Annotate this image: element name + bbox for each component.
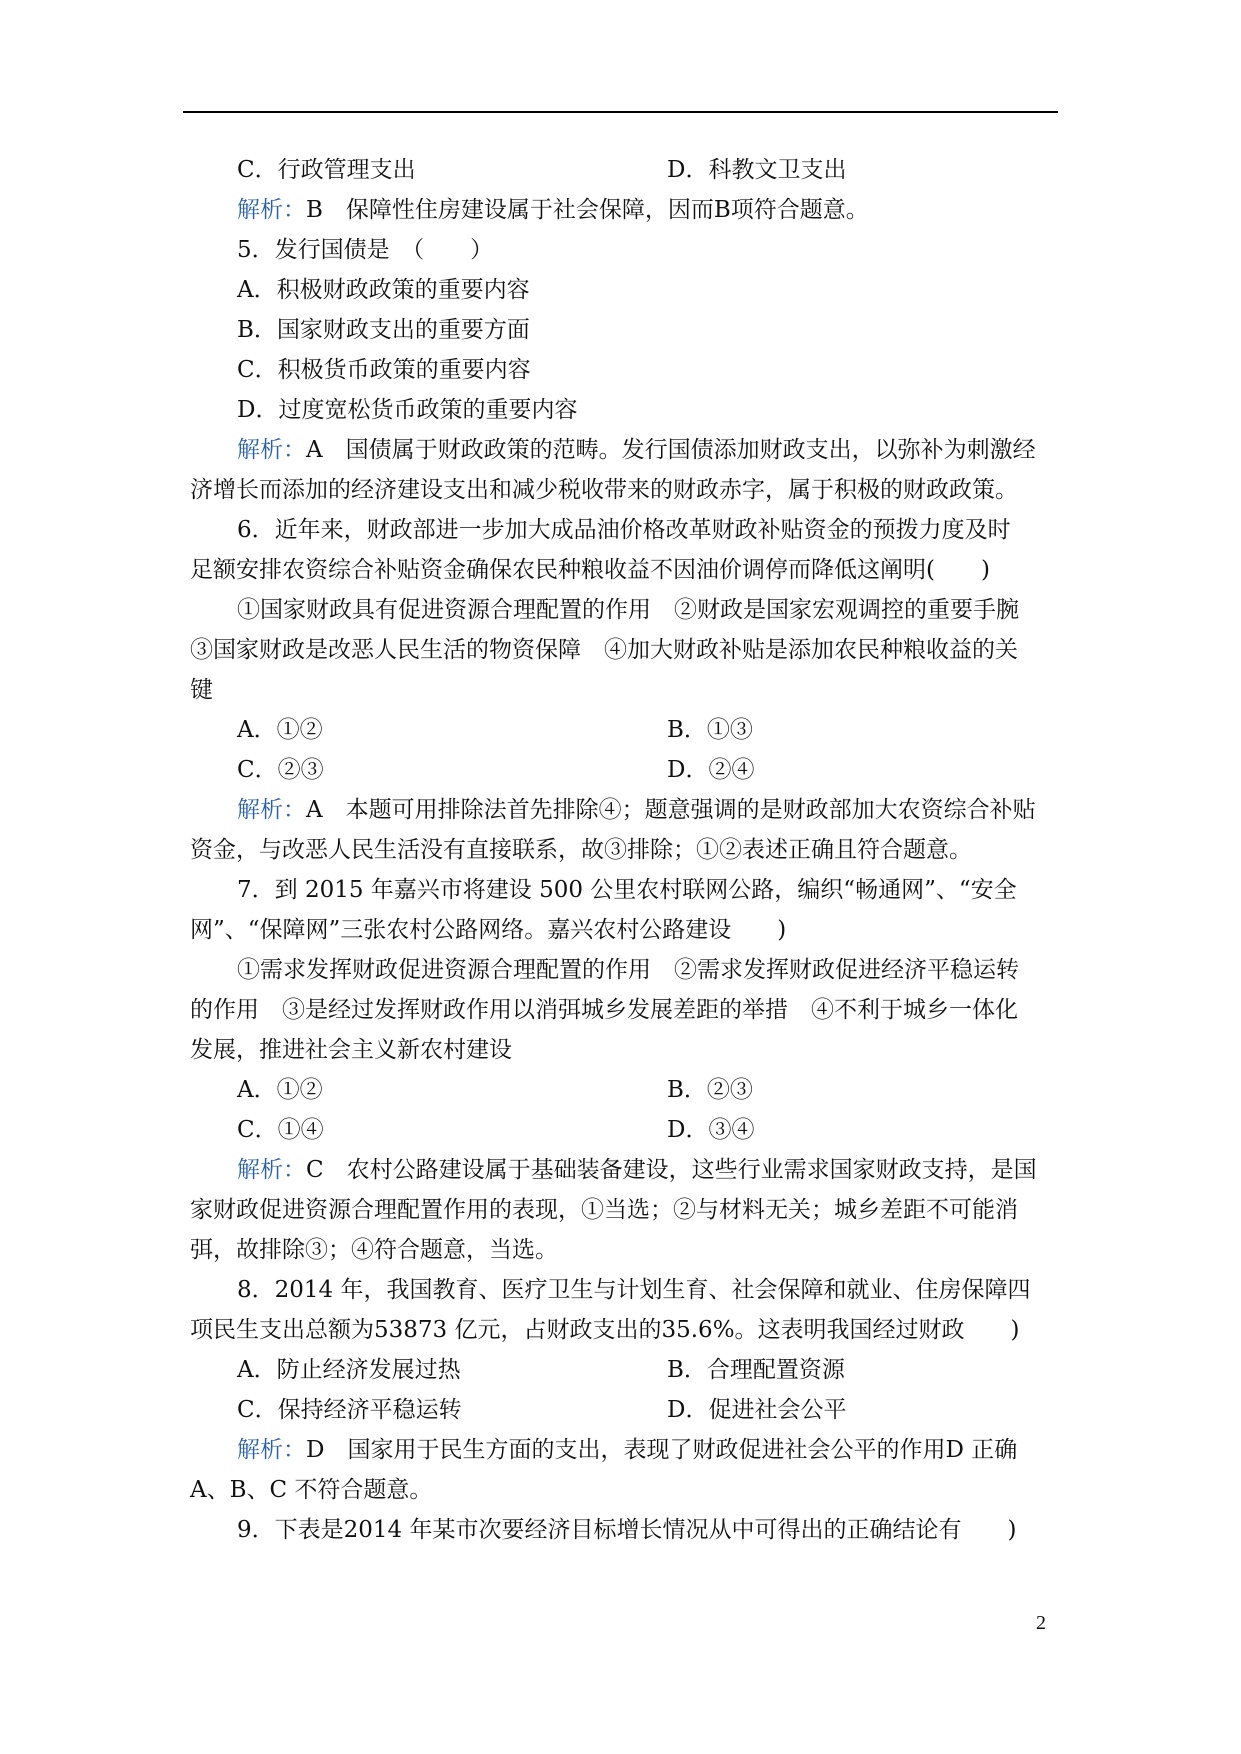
analysis-label: 解析： [237,197,306,223]
analysis-line: 家财政促进资源合理配置作用的表现，①当选；②与材料无关；城乡差距不可能消 [190,1197,1018,1223]
analysis-label: 解析： [237,437,306,463]
answer-option: B．①③ [667,717,753,743]
page-number: 2 [1036,1612,1046,1634]
statement-line: 发展，推进社会主义新农村建设 [190,1037,512,1063]
answer-option: A．防止经济发展过热 [237,1357,461,1383]
answer-option: C．①④ [237,1117,324,1143]
answer-option: D．促进社会公平 [667,1397,847,1423]
answer-option: B．国家财政支出的重要方面 [237,317,530,343]
analysis-label: 解析： [237,797,306,823]
question-line: 网”、“保障网”三张农村公路网络。嘉兴农村公路建设 ) [190,917,787,943]
question-line: 6．近年来，财政部进一步加大成品油价格改革财政补贴资金的预拨力度及时 [237,517,1011,543]
option-row [190,1070,1080,1110]
statement-line: 的作用 ③是经过发挥财政作用以消弭城乡发展差距的举措 ④不利于城乡一体化 [190,997,1018,1023]
statement-line: 键 [190,677,213,703]
answer-option: C．积极货币政策的重要内容 [237,357,531,383]
analysis-line [190,430,1080,470]
analysis-text: A 本题可用排除法首先排除④；题意强调的是财政部加大农资综合补贴 [306,797,1036,823]
answer-option: D．科教文卫支出 [667,157,847,183]
analysis-text: C 农村公路建设属于基础装备建设，这些行业需求国家财政支持，是国 [306,1157,1037,1183]
statement-line: ③国家财政是改恶人民生活的物资保障 ④加大财政补贴是添加农民种粮收益的关 [190,637,1018,663]
option-row [190,750,1080,790]
answer-option: C．行政管理支出 [237,157,416,183]
option-row [190,1110,1080,1150]
analysis-line: 济增长而添加的经济建设支出和减少税收带来的财政赤字，属于积极的财政政策。 [190,477,1018,503]
analysis-label: 解析： [237,1437,306,1463]
analysis-line [190,1430,1080,1470]
analysis-line [190,190,1080,230]
analysis-text: B 保障性住房建设属于社会保障，因而B项符合题意。 [306,197,869,223]
analysis-line [190,790,1080,830]
answer-option: D．③④ [667,1117,755,1143]
question-line: 9．下表是2014 年某市次要经济目标增长情况从中可得出的正确结论有 ) [237,1517,1017,1543]
option-row [190,710,1080,750]
option-row [190,1350,1080,1390]
answer-option: C．保持经济平稳运转 [237,1397,462,1423]
question-line: 7．到 2015 年嘉兴市将建设 500 公里农村联网公路，编织“畅通网”、“安全 [237,877,1017,903]
analysis-text: D 国家用于民生方面的支出，表现了财政促进社会公平的作用D 正确 [306,1437,1018,1463]
analysis-label: 解析： [237,1157,306,1183]
option-row [190,150,1080,190]
analysis-line: 弭，故排除③；④符合题意，当选。 [190,1237,558,1263]
question-line: 8．2014 年，我国教育、医疗卫生与计划生育、社会保障和就业、住房保障四 [237,1277,1031,1303]
document-body [190,150,1080,1550]
statement-line: ①需求发挥财政促进资源合理配置的作用 ②需求发挥财政促进经济平稳运转 [237,957,1019,983]
answer-option: D．过度宽松货币政策的重要内容 [237,397,578,423]
statement-line: ①国家财政具有促进资源合理配置的作用 ②财政是国家宏观调控的重要手腕 [237,597,1019,623]
answer-option: A．①② [237,717,323,743]
option-row [190,1390,1080,1430]
question-line: 项民生支出总额为53873 亿元，占财政支出的35.6%。这表明我国经过财政 ) [190,1317,1020,1343]
answer-option: A．积极财政政策的重要内容 [237,277,530,303]
answer-option: C．②③ [237,757,324,783]
answer-option: A．①② [237,1077,323,1103]
question-line: 足额安排农资综合补贴资金确保农民种粮收益不因油价调停而降低这阐明( ) [190,557,990,583]
analysis-line [190,1150,1080,1190]
answer-option: B．②③ [667,1077,753,1103]
answer-option: D．②④ [667,757,755,783]
answer-option: B．合理配置资源 [667,1357,845,1383]
question-line: 5．发行国债是 （ ） [237,237,494,263]
analysis-line: 资金，与改恶人民生活没有直接联系，故③排除；①②表述正确且符合题意。 [190,837,972,863]
analysis-text: A 国债属于财政政策的范畴。发行国债添加财政支出，以弥补为刺激经 [306,437,1036,463]
analysis-line: A、B、C 不符合题意。 [190,1477,433,1503]
header-rule [183,111,1058,113]
